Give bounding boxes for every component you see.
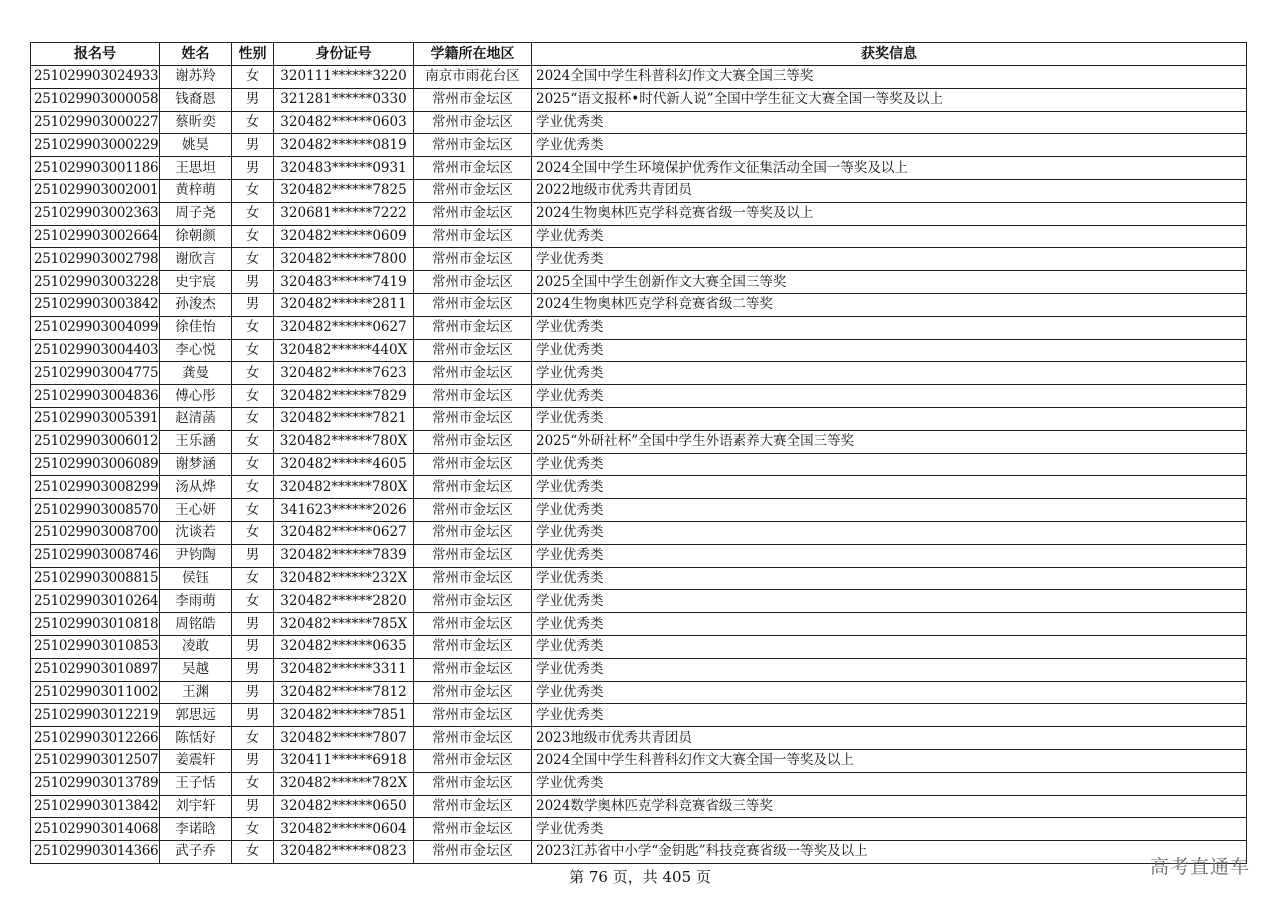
cell-region: 常州市金坛区 — [414, 521, 532, 544]
table-row — [31, 407, 1247, 430]
cell-region: 常州市金坛区 — [414, 795, 532, 818]
cell-name: 徐朝颜 — [160, 225, 232, 248]
cell-award-info: 学业优秀类 — [532, 316, 1247, 339]
cell-region: 常州市金坛区 — [414, 385, 532, 408]
cell-gender: 女 — [232, 521, 274, 544]
cell-gender: 女 — [232, 225, 274, 248]
table-row — [31, 111, 1247, 134]
cell-name: 侯钰 — [160, 567, 232, 590]
cell-name: 王子恬 — [160, 772, 232, 795]
table-row — [31, 66, 1247, 89]
table-row — [31, 681, 1247, 704]
cell-id-number: 320482******7800 — [274, 248, 414, 271]
cell-gender: 男 — [232, 293, 274, 316]
cell-id-number: 320482******2811 — [274, 293, 414, 316]
table-row — [31, 635, 1247, 658]
cell-award-info: 2023江苏省中小学“金钥匙”科技竞赛省级一等奖及以上 — [532, 841, 1247, 864]
cell-id-number: 320483******7419 — [274, 271, 414, 294]
cell-gender: 女 — [232, 772, 274, 795]
cell-gender: 男 — [232, 157, 274, 180]
header-registration-number: 报名号 — [31, 43, 160, 66]
cell-gender: 女 — [232, 316, 274, 339]
cell-id-number: 320482******0604 — [274, 818, 414, 841]
table-row — [31, 293, 1247, 316]
cell-name: 周铭皓 — [160, 613, 232, 636]
cell-region: 常州市金坛区 — [414, 841, 532, 864]
table-row — [31, 567, 1247, 590]
cell-region: 常州市金坛区 — [414, 362, 532, 385]
cell-award-info: 2023地级市优秀共青团员 — [532, 727, 1247, 750]
cell-gender: 女 — [232, 111, 274, 134]
cell-award-info: 学业优秀类 — [532, 772, 1247, 795]
cell-gender: 女 — [232, 339, 274, 362]
cell-registration-number: 251029903000058 — [31, 88, 160, 111]
cell-id-number: 320482******0603 — [274, 111, 414, 134]
cell-id-number: 320482******3311 — [274, 658, 414, 681]
cell-registration-number: 251029903006089 — [31, 453, 160, 476]
cell-gender: 女 — [232, 179, 274, 202]
table-row — [31, 316, 1247, 339]
cell-id-number: 320482******780X — [274, 430, 414, 453]
cell-award-info: 学业优秀类 — [532, 225, 1247, 248]
cell-region: 常州市金坛区 — [414, 134, 532, 157]
cell-name: 凌敢 — [160, 635, 232, 658]
cell-name: 李雨萌 — [160, 590, 232, 613]
cell-name: 王心妍 — [160, 499, 232, 522]
cell-gender: 男 — [232, 704, 274, 727]
cell-gender: 男 — [232, 544, 274, 567]
cell-id-number: 341623******2026 — [274, 499, 414, 522]
cell-name: 陈恬好 — [160, 727, 232, 750]
cell-name: 姜震轩 — [160, 749, 232, 772]
table-row — [31, 157, 1247, 180]
cell-award-info: 学业优秀类 — [532, 453, 1247, 476]
cell-region: 常州市金坛区 — [414, 476, 532, 499]
cell-registration-number: 251029903012507 — [31, 749, 160, 772]
cell-award-info: 学业优秀类 — [532, 544, 1247, 567]
cell-award-info: 学业优秀类 — [532, 385, 1247, 408]
cell-region: 常州市金坛区 — [414, 635, 532, 658]
header-name: 姓名 — [160, 43, 232, 66]
cell-id-number: 320482******4605 — [274, 453, 414, 476]
cell-award-info: 2025“语文报杯•时代新人说”全国中学生征文大赛全国一等奖及以上 — [532, 88, 1247, 111]
cell-id-number: 320482******0627 — [274, 521, 414, 544]
cell-award-info: 2024数学奥林匹克学科竞赛省级三等奖 — [532, 795, 1247, 818]
cell-gender: 男 — [232, 271, 274, 294]
cell-region: 常州市金坛区 — [414, 567, 532, 590]
cell-award-info: 2025“外研社杯”全国中学生外语素养大赛全国三等奖 — [532, 430, 1247, 453]
cell-registration-number: 251029903003842 — [31, 293, 160, 316]
cell-registration-number: 251029903010264 — [31, 590, 160, 613]
cell-id-number: 320482******7812 — [274, 681, 414, 704]
cell-gender: 女 — [232, 66, 274, 89]
cell-region: 常州市金坛区 — [414, 772, 532, 795]
cell-name: 傅心彤 — [160, 385, 232, 408]
header-region: 学籍所在地区 — [414, 43, 532, 66]
cell-registration-number: 251029903008815 — [31, 567, 160, 590]
cell-registration-number: 251029903010897 — [31, 658, 160, 681]
cell-region: 常州市金坛区 — [414, 407, 532, 430]
watermark-logo: 高考直通车 — [1149, 856, 1250, 878]
cell-name: 龚曼 — [160, 362, 232, 385]
cell-award-info: 2025全国中学生创新作文大赛全国三等奖 — [532, 271, 1247, 294]
table-row — [31, 499, 1247, 522]
cell-id-number: 320482******782X — [274, 772, 414, 795]
cell-id-number: 320482******7623 — [274, 362, 414, 385]
cell-award-info: 学业优秀类 — [532, 362, 1247, 385]
cell-region: 常州市金坛区 — [414, 339, 532, 362]
cell-gender: 女 — [232, 248, 274, 271]
cell-region: 常州市金坛区 — [414, 248, 532, 271]
cell-registration-number: 251029903013789 — [31, 772, 160, 795]
table-row — [31, 453, 1247, 476]
cell-gender: 男 — [232, 635, 274, 658]
cell-id-number: 320482******440X — [274, 339, 414, 362]
cell-registration-number: 251029903003228 — [31, 271, 160, 294]
cell-gender: 女 — [232, 567, 274, 590]
cell-region: 常州市金坛区 — [414, 111, 532, 134]
cell-gender: 女 — [232, 841, 274, 864]
table-row — [31, 658, 1247, 681]
cell-registration-number: 251029903008570 — [31, 499, 160, 522]
cell-registration-number: 251029903011002 — [31, 681, 160, 704]
cell-region: 常州市金坛区 — [414, 157, 532, 180]
cell-registration-number: 251029903000227 — [31, 111, 160, 134]
cell-name: 姚昊 — [160, 134, 232, 157]
table-row — [31, 590, 1247, 613]
cell-id-number: 320482******785X — [274, 613, 414, 636]
cell-name: 谢欣言 — [160, 248, 232, 271]
cell-gender: 男 — [232, 681, 274, 704]
cell-registration-number: 251029903010853 — [31, 635, 160, 658]
cell-region: 常州市金坛区 — [414, 681, 532, 704]
page-number: 第 76 页，共 405 页 — [569, 868, 711, 886]
cell-gender: 女 — [232, 590, 274, 613]
cell-award-info: 学业优秀类 — [532, 407, 1247, 430]
cell-id-number: 320482******780X — [274, 476, 414, 499]
award-list-sheet — [30, 42, 1247, 864]
award-table — [30, 42, 1247, 864]
cell-id-number: 320482******0635 — [274, 635, 414, 658]
cell-award-info: 2024全国中学生环境保护优秀作文征集活动全国一等奖及以上 — [532, 157, 1247, 180]
cell-id-number: 320482******0627 — [274, 316, 414, 339]
cell-award-info: 学业优秀类 — [532, 818, 1247, 841]
cell-award-info: 2022地级市优秀共青团员 — [532, 179, 1247, 202]
cell-registration-number: 251029903002001 — [31, 179, 160, 202]
cell-registration-number: 251029903004836 — [31, 385, 160, 408]
cell-name: 刘宇轩 — [160, 795, 232, 818]
cell-name: 李心悦 — [160, 339, 232, 362]
cell-region: 常州市金坛区 — [414, 88, 532, 111]
cell-name: 赵清菡 — [160, 407, 232, 430]
cell-award-info: 学业优秀类 — [532, 567, 1247, 590]
cell-gender: 女 — [232, 430, 274, 453]
cell-gender: 女 — [232, 818, 274, 841]
cell-id-number: 320482******232X — [274, 567, 414, 590]
cell-name: 徐佳怡 — [160, 316, 232, 339]
cell-award-info: 学业优秀类 — [532, 635, 1247, 658]
cell-award-info: 学业优秀类 — [532, 590, 1247, 613]
cell-region: 常州市金坛区 — [414, 499, 532, 522]
cell-registration-number: 251029903014068 — [31, 818, 160, 841]
table-row — [31, 818, 1247, 841]
cell-id-number: 320482******7851 — [274, 704, 414, 727]
cell-gender: 男 — [232, 88, 274, 111]
cell-name: 谢梦涵 — [160, 453, 232, 476]
cell-region: 常州市金坛区 — [414, 544, 532, 567]
cell-name: 武子乔 — [160, 841, 232, 864]
cell-id-number: 320681******7222 — [274, 202, 414, 225]
cell-id-number: 320482******0823 — [274, 841, 414, 864]
cell-id-number: 320482******7829 — [274, 385, 414, 408]
table-row — [31, 772, 1247, 795]
cell-registration-number: 251029903012219 — [31, 704, 160, 727]
cell-gender: 男 — [232, 795, 274, 818]
header-gender: 性别 — [232, 43, 274, 66]
cell-registration-number: 251029903004403 — [31, 339, 160, 362]
header-award-info: 获奖信息 — [532, 43, 1247, 66]
cell-registration-number: 251029903014366 — [31, 841, 160, 864]
cell-name: 谢苏羚 — [160, 66, 232, 89]
cell-gender: 女 — [232, 362, 274, 385]
table-row — [31, 430, 1247, 453]
cell-registration-number: 251029903008299 — [31, 476, 160, 499]
cell-name: 孙浚杰 — [160, 293, 232, 316]
cell-id-number: 320483******0931 — [274, 157, 414, 180]
cell-award-info: 学业优秀类 — [532, 111, 1247, 134]
cell-id-number: 320411******6918 — [274, 749, 414, 772]
table-row — [31, 841, 1247, 864]
cell-award-info: 学业优秀类 — [532, 476, 1247, 499]
table-row — [31, 385, 1247, 408]
header-id-number: 身份证号 — [274, 43, 414, 66]
cell-gender: 女 — [232, 727, 274, 750]
cell-name: 沈谈若 — [160, 521, 232, 544]
cell-region: 常州市金坛区 — [414, 179, 532, 202]
cell-name: 王渊 — [160, 681, 232, 704]
cell-name: 王乐涵 — [160, 430, 232, 453]
cell-name: 郭思远 — [160, 704, 232, 727]
cell-gender: 男 — [232, 134, 274, 157]
cell-registration-number: 251029903002363 — [31, 202, 160, 225]
cell-registration-number: 251029903005391 — [31, 407, 160, 430]
cell-registration-number: 251029903008700 — [31, 521, 160, 544]
cell-award-info: 2024生物奥林匹克学科竞赛省级二等奖 — [532, 293, 1247, 316]
cell-region: 常州市金坛区 — [414, 316, 532, 339]
cell-registration-number: 251029903010818 — [31, 613, 160, 636]
cell-award-info: 学业优秀类 — [532, 134, 1247, 157]
cell-award-info: 学业优秀类 — [532, 704, 1247, 727]
table-row — [31, 271, 1247, 294]
cell-name: 汤从烨 — [160, 476, 232, 499]
cell-gender: 女 — [232, 499, 274, 522]
cell-registration-number: 251029903013842 — [31, 795, 160, 818]
cell-id-number: 320482******0819 — [274, 134, 414, 157]
cell-gender: 男 — [232, 613, 274, 636]
cell-registration-number: 251029903008746 — [31, 544, 160, 567]
cell-region: 常州市金坛区 — [414, 749, 532, 772]
table-row — [31, 749, 1247, 772]
cell-gender: 男 — [232, 749, 274, 772]
cell-award-info: 学业优秀类 — [532, 521, 1247, 544]
cell-registration-number: 251029903006012 — [31, 430, 160, 453]
cell-region: 常州市金坛区 — [414, 613, 532, 636]
cell-gender: 女 — [232, 385, 274, 408]
cell-gender: 女 — [232, 476, 274, 499]
table-row — [31, 544, 1247, 567]
table-row — [31, 202, 1247, 225]
cell-region: 常州市金坛区 — [414, 430, 532, 453]
table-row — [31, 476, 1247, 499]
table-row — [31, 339, 1247, 362]
cell-registration-number: 251029903004775 — [31, 362, 160, 385]
cell-region: 常州市金坛区 — [414, 658, 532, 681]
cell-gender: 女 — [232, 453, 274, 476]
table-row — [31, 88, 1247, 111]
cell-award-info: 2024全国中学生科普科幻作文大赛全国一等奖及以上 — [532, 749, 1247, 772]
cell-award-info: 学业优秀类 — [532, 339, 1247, 362]
cell-region: 常州市金坛区 — [414, 293, 532, 316]
cell-name: 吴越 — [160, 658, 232, 681]
cell-region: 常州市金坛区 — [414, 818, 532, 841]
table-row — [31, 248, 1247, 271]
cell-name: 王思坦 — [160, 157, 232, 180]
cell-id-number: 320482******7825 — [274, 179, 414, 202]
cell-id-number: 320482******2820 — [274, 590, 414, 613]
cell-registration-number: 251029903002664 — [31, 225, 160, 248]
cell-registration-number: 251029903004099 — [31, 316, 160, 339]
cell-region: 常州市金坛区 — [414, 453, 532, 476]
cell-id-number: 320482******7807 — [274, 727, 414, 750]
cell-award-info: 学业优秀类 — [532, 613, 1247, 636]
cell-id-number: 320482******7839 — [274, 544, 414, 567]
table-body — [31, 66, 1247, 864]
cell-region: 南京市雨花台区 — [414, 66, 532, 89]
table-row — [31, 704, 1247, 727]
cell-name: 周子尧 — [160, 202, 232, 225]
cell-region: 常州市金坛区 — [414, 271, 532, 294]
cell-award-info: 学业优秀类 — [532, 658, 1247, 681]
cell-award-info: 2024全国中学生科普科幻作文大赛全国三等奖 — [532, 66, 1247, 89]
cell-name: 钱裔恩 — [160, 88, 232, 111]
table-row — [31, 362, 1247, 385]
cell-gender: 男 — [232, 658, 274, 681]
cell-id-number: 320111******3220 — [274, 66, 414, 89]
cell-registration-number: 251029903012266 — [31, 727, 160, 750]
cell-registration-number: 251029903024933 — [31, 66, 160, 89]
cell-region: 常州市金坛区 — [414, 727, 532, 750]
cell-name: 尹钧陶 — [160, 544, 232, 567]
cell-award-info: 2024生物奥林匹克学科竞赛省级一等奖及以上 — [532, 202, 1247, 225]
cell-id-number: 320482******7821 — [274, 407, 414, 430]
cell-award-info: 学业优秀类 — [532, 248, 1247, 271]
cell-name: 黄梓萌 — [160, 179, 232, 202]
cell-id-number: 321281******0330 — [274, 88, 414, 111]
cell-id-number: 320482******0650 — [274, 795, 414, 818]
cell-gender: 女 — [232, 202, 274, 225]
cell-region: 常州市金坛区 — [414, 202, 532, 225]
table-row — [31, 727, 1247, 750]
table-row — [31, 613, 1247, 636]
cell-registration-number: 251029903002798 — [31, 248, 160, 271]
table-row — [31, 134, 1247, 157]
cell-name: 史宇宸 — [160, 271, 232, 294]
cell-award-info: 学业优秀类 — [532, 499, 1247, 522]
cell-gender: 女 — [232, 407, 274, 430]
cell-name: 蔡昕奕 — [160, 111, 232, 134]
cell-award-info: 学业优秀类 — [532, 681, 1247, 704]
cell-registration-number: 251029903000229 — [31, 134, 160, 157]
cell-region: 常州市金坛区 — [414, 225, 532, 248]
cell-region: 常州市金坛区 — [414, 590, 532, 613]
cell-name: 李诺晗 — [160, 818, 232, 841]
table-row — [31, 521, 1247, 544]
table-row — [31, 179, 1247, 202]
cell-region: 常州市金坛区 — [414, 704, 532, 727]
cell-id-number: 320482******0609 — [274, 225, 414, 248]
table-header-row — [31, 43, 1247, 66]
table-row — [31, 225, 1247, 248]
cell-registration-number: 251029903001186 — [31, 157, 160, 180]
table-row — [31, 795, 1247, 818]
